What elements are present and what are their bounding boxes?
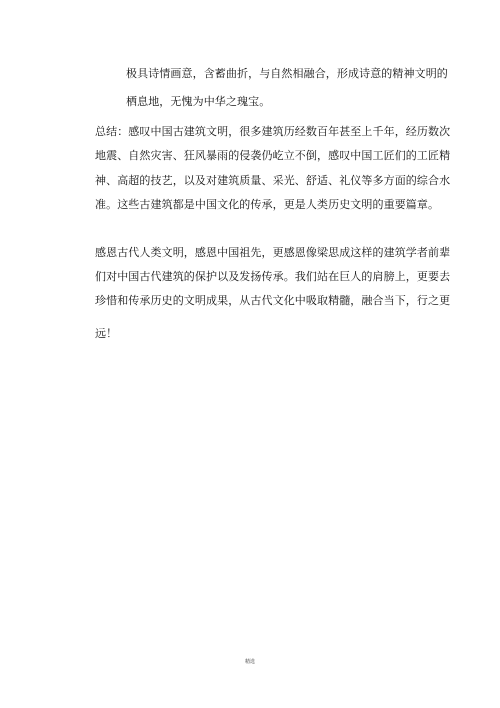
summary-line-2: 地震、自然灾害、狂风暴雨的侵袭仍屹立不倒，感叹中国工匠们的工匠精 xyxy=(95,149,451,162)
gratitude-line-4: 远！ xyxy=(95,327,118,340)
summary-line-1: 总结：感叹中国古建筑文明，很多建筑历经数百年甚至上千年，经历数次 xyxy=(95,125,451,138)
paragraph-1-line-1: 极具诗情画意，含蓄曲折，与自然相融合，形成诗意的精神文明的 xyxy=(126,67,448,80)
gratitude-line-3: 珍惜和传承历史的文明成果，从古代文化中吸取精髓，融合当下，行之更 xyxy=(95,294,451,307)
summary-line-4: 准。这些古建筑都是中国文化的传承，更是人类历史文明的重要篇章。 xyxy=(95,198,440,211)
summary-line-3: 神、高超的技艺，以及对建筑质量、采光、舒适、礼仪等多方面的综合水 xyxy=(95,174,451,187)
page-footer: 精选 xyxy=(244,659,255,665)
paragraph-1-line-2: 栖息地，无愧为中华之瑰宝。 xyxy=(126,95,271,108)
gratitude-line-1: 感恩古代人类文明，感恩中国祖先，更感恩像梁思成这样的建筑学者前辈 xyxy=(95,246,451,259)
gratitude-line-2: 们对中国古代建筑的保护以及发扬传承。我们站在巨人的肩膀上，更要去 xyxy=(95,270,451,283)
